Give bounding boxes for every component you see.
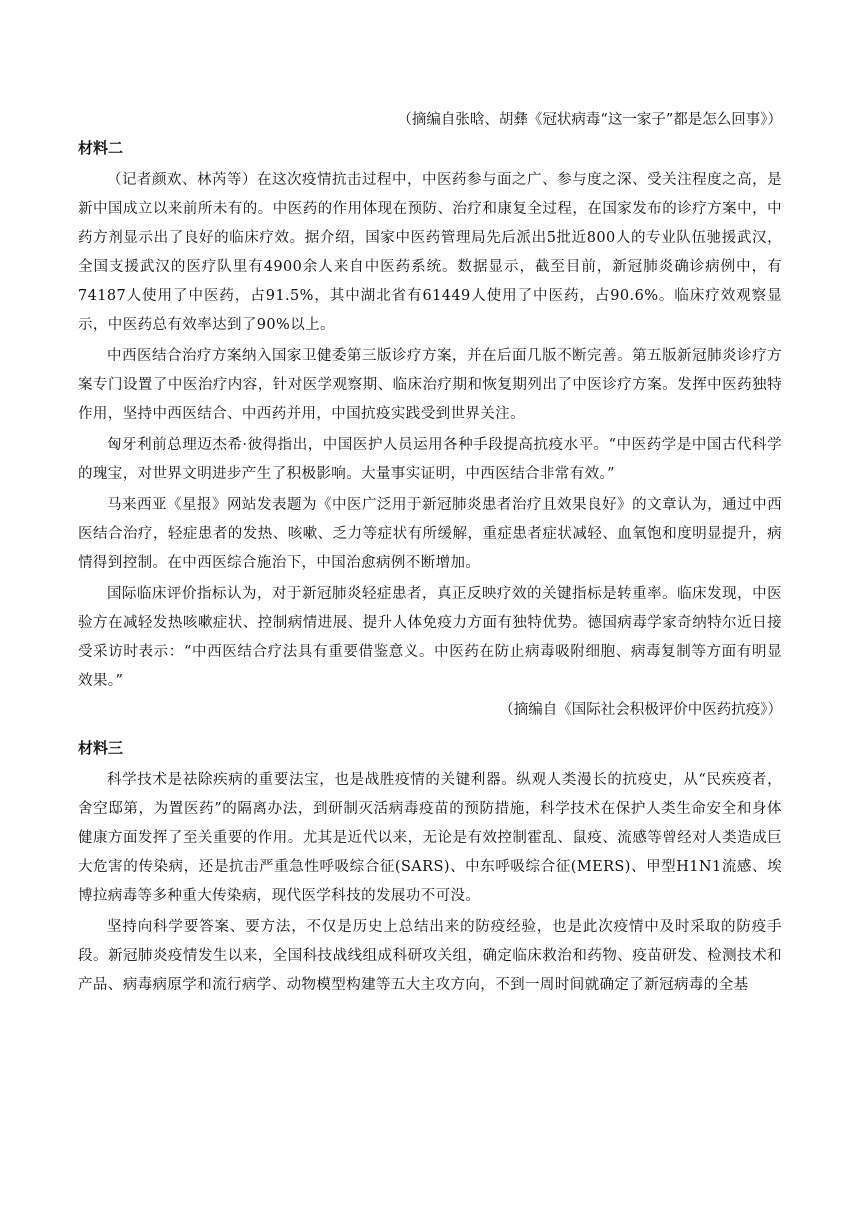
source-citation: （摘编自《国际社会积极评价中医药抗疫》） — [499, 702, 782, 718]
paragraph: 匈牙利前总理迈杰希·彼得指出，中国医护人员运用各种手段提高抗疫水平。“中医药学是中国古代科学的瑰宝，对世界文明进步产生了积极影响。大量事实证明，中西医结合非常有效。” — [78, 437, 782, 482]
paragraph: 坚持向科学要答案、要方法，不仅是历史上总结出来的防疫经验，也是此次疫情中及时采取的防疫手段。新冠肺炎疫情发生以来，全国科技战线组成科研攻关组，确定临床救治和药物、疫苗研发、检测技术和产品、病毒病原学和流行病学、动物模型构建等五大主攻方向，不到一周时间就确定了新冠病毒的全基 — [78, 919, 782, 993]
section-material-3 — [78, 734, 782, 1000]
section-title: 材料三 — [78, 739, 124, 757]
paragraph: 国际临床评价指标认为，对于新冠肺炎轻症患者，真正反映疗效的关键指标是转重率。临床发现，中医验方在减轻发热咳嗽症状、控制病情进展、提升人体免疫力方面有独特优势。德国病毒学家奇纳特尔近日接受采访时表示：“中西医结合疗法具有重要借鉴意义。中医药在防止病毒吸附细胞、病毒复制等方面有明显效果。” — [78, 586, 782, 689]
section-material-2 — [78, 134, 782, 724]
paragraph: 中西医结合治疗方案纳入国家卫健委第三版诊疗方案，并在后面几版不断完善。第五版新冠肺炎诊疗方案专门设置了中医治疗内容，针对医学观察期、临床治疗期和恢复期列出了中医诊疗方案。发挥中医药独特作用，坚持中西医结合、中西药并用，中国抗疫实践受到世界关注。 — [78, 348, 782, 422]
source-citation-top: （摘编自张晗、胡彝《冠状病毒“这一家子”都是怎么回事》） — [397, 112, 782, 128]
paragraph: （记者颜欢、林芮等）在这次疫情抗击过程中，中医药参与面之广、参与度之深、受关注程度之高，是新中国成立以来前所未有的。中医药的作用体现在预防、治疗和康复全过程，在国家发布的诊疗方案中，中药方剂显示出了良好的临床疗效。据介绍，国家中医药管理局先后派出5批近800人的专业队伍驰援武汉，全国支援武汉的医疗队里有4900余人来自中医药系统。数据显示，截至目前，新冠肺炎确诊病例中，有74187人使用了中医药，占91.5%，其中湖北省有61449人使用了中医药，占90.6%。临床疗效观察显示，中医药总有效率达到了90%以上。 — [78, 172, 782, 333]
document-page — [78, 106, 782, 1000]
section-title: 材料二 — [78, 139, 124, 157]
paragraph: 科学技术是祛除疾病的重要法宝，也是战胜疫情的关键利器。纵观人类漫长的抗疫史，从“民疾疫者，舍空邸第，为置医药”的隔离办法，到研制灭活病毒疫苗的预防措施，科学技术在保护人类生命安全和身体健康方面发挥了至关重要的作用。尤其是近代以来，无论是有效控制霍乱、鼠疫、流感等曾经对人类造成巨大危害的传染病，还是抗击严重急性呼吸综合征(SARS)、中东呼吸综合征(MERS)、甲型H1N1流感、埃博拉病毒等多种重大传染病，现代医学科技的发展功不可没。 — [78, 772, 782, 904]
paragraph: 马来西亚《星报》网站发表题为《中医广泛用于新冠肺炎患者治疗且效果良好》的文章认为，通过中西医结合治疗，轻症患者的发热、咳嗽、乏力等症状有所缓解，重症患者症状减轻、血氧饱和度明显提升，病情得到控制。在中西医综合施治下，中国治愈病例不断增加。 — [78, 497, 782, 571]
